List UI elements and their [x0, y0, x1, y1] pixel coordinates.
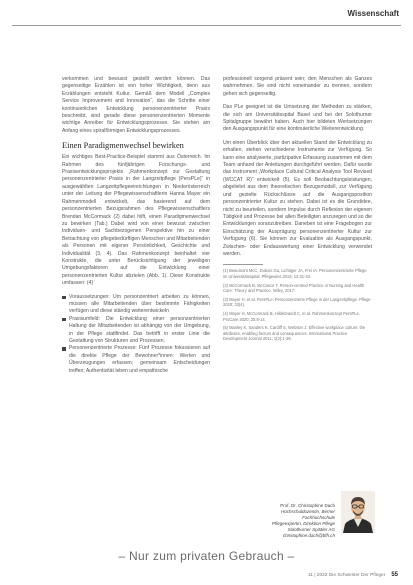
- section-label: Wissenschaft: [347, 9, 399, 18]
- author-block: [250, 503, 335, 539]
- page-footer: [308, 572, 398, 578]
- footnotes: [223, 268, 372, 342]
- paragraph: professionell sorgend präsent sein; den Menschen als Ganzes wahrnehmen. Sie sind nicht voneinander zu trennen, sondern gehen sich gegenseitig.: [223, 76, 372, 97]
- portrait-image: [341, 491, 375, 533]
- author-affiliation: Pflegeexpertin, Direktion Pflege: [271, 521, 335, 526]
- footnote: (4) Mayer H, McCormack B, Hildebrandt C, et al. Rahmenkonzept PersPLe. ProCare 2020; 25:8-14.: [223, 310, 360, 322]
- page-number: 55: [391, 572, 398, 578]
- footnote: (2) McCormack B, McCance T. Person-centred Practice in Nursing and Health Care: Theory and Practice. Wiley, 2017.: [223, 282, 365, 294]
- footnote: (3) Mayer H, et al. PersPLe: Personzentrierte Pflege in der Langzeitpflege. Pflege 2020; 33(4).: [223, 296, 371, 308]
- left-column: [62, 76, 210, 375]
- journal-name: 11 | 2022 Die Schwester Der Pfleger: [307, 573, 386, 578]
- right-column: [223, 76, 372, 345]
- footnote: (1) Beaumont McC, Dubois Ga, Lichtiger JA, Frei IA. Personenzentrierte Pflege im Universitätsspital. Pflegewiss 2019; 12:31-34.: [223, 268, 367, 279]
- header-rule: [12, 25, 401, 26]
- footnote-rule: [223, 264, 263, 265]
- bullet-list: [62, 294, 210, 375]
- subheading: Einen Paradigmenwechsel bewirken: [62, 141, 184, 151]
- list-item: Voraussetzungen: Um personzentriert arbeiten zu können, müssen alle Mitarbeitenden über bestimmte Fähigkeiten verfügen und diese ständig weiterentwickeln: [62, 294, 210, 316]
- paragraph: Das PLe geeignet ist die Umsetzung der Methoden zu stärken, die sich am Universitätsspital Basel und bei der Solothurner Spitalgruppe bewährt haben. Auch hier bildeten Wertsetzungen den Ausgangspunkt für eine kontinuierliche Weiterentwicklung.: [223, 104, 372, 133]
- author-name: Prof. Dr. Christophine Dach: [280, 503, 335, 508]
- list-item: Personenzentrierte Prozesse: Fünf Prozesse fokussieren auf die direkte Pflege der Bewohner*innen: Werten und Überzeugungen erfassen; gemeinsam Entscheidungen treffen; Authentizität leben und empathische: [62, 345, 210, 375]
- author-photo: [341, 491, 375, 533]
- paragraph: Ein wichtiges Best-Practice-Beispiel stammt aus Österreich. Im Rahmen des fünfjährigen Forschungs- und Praxisentwicklungsprojekts „Rahmenkonzept zur Gestaltung personenzentrierter Praxis in der Langzeitpflege (PersPLe)“ in ausgewählten Langzeitpflegeeinrichtungen in Niederösterreich unter der Leitung der Pflegewissenschaftlerin Hanna Mayer ein Rahmenmodell entwickelt, das basierend auf dem personzentrierten Bezugsrahmen des Pflegewissenschaftlers Brendan McCormack (2) dabei hilft, einen Paradigmenwechsel zu bewirken (Tab.) Dabei wird von einer bewusst zwischen Individuen- und Sachbezogenen Perspektive hin zu einer Betrachtung von pflegebedürftigen Menschen und Mitarbeitenden als Personen mit eigener Persönlichkeit, Geschichte und Individualität (3, 4). Das Rahmenkonzept beinhaltet vier Konstrukte, die unter Berücksichtigung der jeweiligen Umgebungsfaktoren auf die Entwicklung einer personenzentrierten Kultur abzielen (Abb. 1). Diese Konstrukte umfassen: (4): [62, 154, 210, 287]
- author-affiliation: Solothurner Spitäler AG: [287, 527, 335, 532]
- footnote: (5) Manley K, Sanders K, Cardiff S, Webster J. Effective workplace culture: the attributes, enabling factors and consequences. International Practice Development Journal 2011; 1(2):1-29.: [223, 325, 366, 342]
- paragraph: Um einen Überblick über den aktuellen Stand der Entwicklung zu erhalten, stehen verschiedene Instrumente zur Verfügung. So kann eine analysierte, partizipative Erfassung zusammen mit dem Team anhand der Anleitungen durchgeführt werden. Dafür wurde das Instrument „Workplace Cultural Critical Analysis Tool Revised (WCCAT R)“ entwickelt (5). Es soll Beobachtungsleistungen, abgeleitet aus dem theoretischen Bezugsmodell, zur Verfügung und gezielte Rückschlüsse auf die Ausgangsposition personzentrierter Kultur zu stehen. Dabei ist es die Grundidee, nicht zu beurteilen, sondern Impulse durch Reflexion der eigenen Tätigkeit und Prozesse bei allen Beteiligten anzuregen und so die Entwicklungen voranzutreiben. Daneben ist eine Fragebogen zur Einschätzung der Ausprägung personenzentrierter Kultur zur Verfügung (6). Sie können zur Evaluation als Ausgangspunkt, Zwischen- oder Endauswertung einer Entwicklung verwendet werden.: [223, 139, 372, 257]
- author-email: christophine.dach@bfh.ch: [282, 533, 335, 538]
- watermark: – Nur zum privaten Gebrauch –: [118, 549, 295, 563]
- list-item: Praxisumfeld: Die Entwicklung einer personzentrierten Haltung der Mitarbeitenden ist abhängig von der Umgebung, in der Pflege stattfindet. Das betrifft in erster Linie die Gestaltung von Strukturen und Prozessen.: [62, 316, 210, 346]
- author-affiliation: Hochschuldozentin, Berner Fachhochschule: [280, 509, 335, 520]
- paragraph: verkommen und bewusst gestellt werden können. Das gegenseitige Erzählen ist von hoher Wichtigkeit, denn aus Erzählungen entsteht Kultur. Gemäß dem Modell „Complex Service Improvement and Innovation“, das die Schritte einer kontinuierlichen Entwicklung personenzentrierter Praxis beschreibt, sind gerade diese personenzentrierten Momente wichtige Anreiber für Entwicklungsprozesse. Sie stehen am Anfang eines spiralförmigen Entwicklungsprozesses.: [62, 76, 210, 134]
